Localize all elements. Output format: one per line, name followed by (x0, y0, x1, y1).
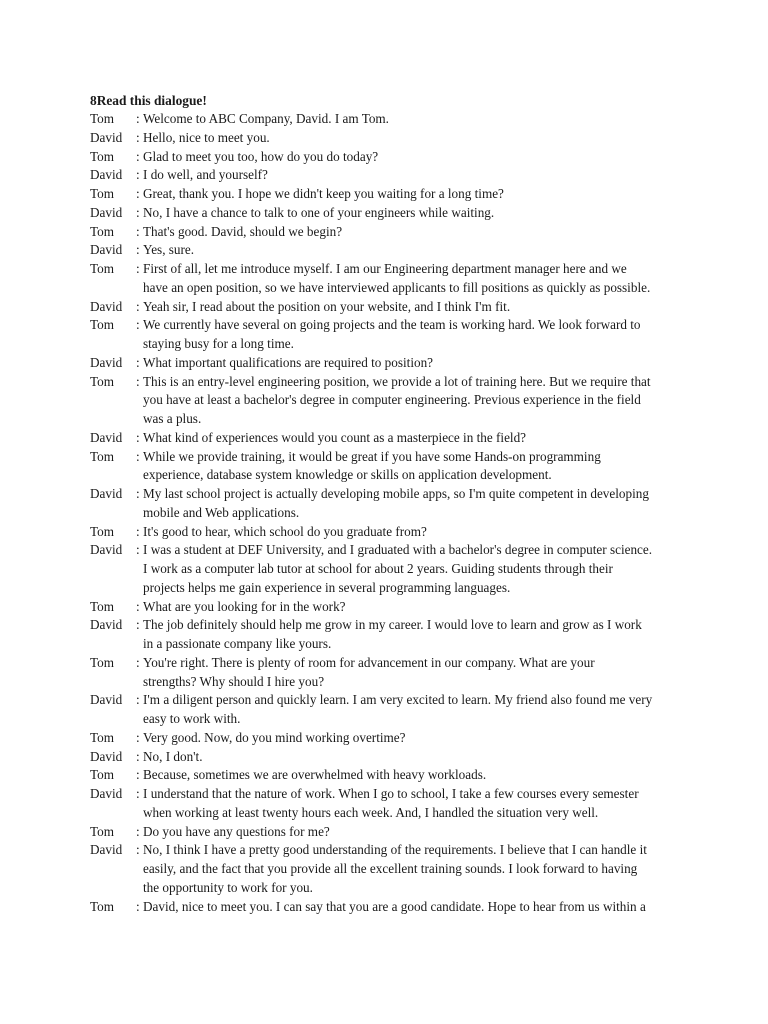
dialogue-text: projects helps me gain experience in several programming languages. (143, 579, 511, 595)
dialogue-text: My last school project is actually developing mobile apps, so I'm quite competent in developing (143, 486, 649, 501)
dialogue-line (90, 823, 690, 842)
dialogue-text: We currently have several on going projects and the team is working hard. We look forward to (143, 317, 641, 333)
dialogue-text: No, I have a chance to talk to one of your engineers while waiting. (143, 204, 495, 220)
dialogue-text: David, nice to meet you. I can say that you are a good candidate. Hope to hear from us within a (143, 898, 646, 914)
dialogue-line (90, 710, 690, 729)
speaker-name: Tom (90, 448, 114, 464)
dialogue-line (90, 110, 690, 129)
speaker-colon: : (136, 129, 140, 145)
dialogue-text: You're right. There is plenty of room for advancement in our company. What are your (143, 654, 595, 670)
dialogue-line (90, 148, 690, 167)
dialogue-text: Yeah sir, I read about the position on your website, and I think I'm fit. (143, 298, 511, 314)
speaker-name: Tom (90, 823, 114, 839)
dialogue-line (90, 616, 690, 635)
speaker-colon: : (136, 317, 140, 333)
dialogue-line (90, 429, 690, 448)
dialogue-text: Because, sometimes we are overwhelmed with heavy workloads. (143, 767, 487, 783)
dialogue-text: in a passionate company like yours. (143, 636, 332, 651)
speaker-colon: : (136, 767, 140, 783)
speaker-colon: : (136, 748, 140, 764)
dialogue-line (90, 485, 690, 504)
speaker-colon: : (136, 823, 140, 839)
dialogue-line (90, 223, 690, 242)
dialogue-text: Glad to meet you too, how do you do today? (143, 148, 379, 164)
speaker-colon: : (136, 186, 140, 201)
dialogue-text: I was a student at DEF University, and I graduated with a bachelor's degree in computer science. (143, 542, 653, 558)
dialogue-line (90, 185, 690, 204)
speaker-colon: : (136, 448, 140, 464)
speaker-name: Tom (90, 373, 114, 389)
dialogue-text: No, I think I have a pretty good understanding of the requirements. I believe that I can handle it (143, 842, 647, 858)
speaker-name: David (90, 486, 123, 501)
dialogue-line (90, 466, 690, 485)
speaker-name: David (90, 748, 123, 764)
dialogue-line (90, 129, 690, 148)
speaker-name: David (90, 842, 123, 858)
speaker-colon: : (136, 486, 140, 501)
speaker-colon: : (136, 373, 140, 389)
dialogue-line (90, 373, 690, 392)
dialogue-text: First of all, let me introduce myself. I am our Engineering department manager here and we (143, 261, 627, 276)
dialogue-text: That's good. David, should we begin? (143, 223, 343, 239)
dialogue-text: Hello, nice to meet you. (143, 129, 270, 145)
dialogue-line (90, 860, 690, 879)
dialogue-text: This is an entry-level engineering position, we provide a lot of training here. But we require that (143, 373, 651, 389)
speaker-colon: : (136, 261, 140, 276)
dialogue-line (90, 504, 690, 523)
speaker-colon: : (136, 842, 140, 858)
speaker-name: David (90, 204, 123, 220)
dialogue-text: While we provide training, it would be great if you have some Hands-on programming (143, 448, 601, 464)
speaker-name: Tom (90, 148, 114, 164)
dialogue-line (90, 354, 690, 373)
speaker-name: David (90, 617, 123, 633)
dialogue-line (90, 541, 690, 560)
dialogue-line (90, 204, 690, 223)
speaker-colon: : (136, 692, 140, 708)
speaker-colon: : (136, 617, 140, 633)
speaker-name: Tom (90, 598, 114, 614)
dialogue-line (90, 654, 690, 673)
dialogue-line (90, 785, 690, 804)
dialogue-line (90, 598, 690, 617)
dialogue-text: Welcome to ABC Company, David. I am Tom. (143, 111, 389, 126)
dialogue-line (90, 635, 690, 654)
speaker-name: David (90, 692, 123, 708)
dialogue-text: staying busy for a long time. (143, 336, 294, 351)
dialogue-text: Great, thank you. I hope we didn't keep you waiting for a long time? (143, 186, 504, 201)
speaker-colon: : (136, 167, 140, 183)
dialogue-text: Yes, sure. (143, 242, 195, 258)
dialogue-transcript (90, 110, 690, 916)
dialogue-line (90, 298, 690, 317)
speaker-colon: : (136, 523, 140, 539)
dialogue-line (90, 260, 690, 279)
speaker-name: Tom (90, 111, 114, 126)
speaker-name: David (90, 429, 123, 445)
dialogue-text: It's good to hear, which school do you graduate from? (143, 523, 427, 539)
dialogue-text: when working at least twenty hours each week. And, I handled the situation very well. (143, 804, 599, 820)
dialogue-line (90, 523, 690, 542)
speaker-name: Tom (90, 186, 114, 201)
speaker-name: Tom (90, 729, 114, 745)
dialogue-line (90, 448, 690, 467)
dialogue-line (90, 673, 690, 692)
speaker-colon: : (136, 654, 140, 670)
dialogue-line (90, 691, 690, 710)
dialogue-text: I'm a diligent person and quickly learn. I am very excited to learn. My friend also found me very (143, 692, 653, 708)
dialogue-line (90, 391, 690, 410)
dialogue-line (90, 316, 690, 335)
speaker-name: David (90, 786, 123, 801)
page-title: 8Read this dialogue! (90, 93, 207, 108)
speaker-colon: : (136, 111, 140, 126)
dialogue-line (90, 748, 690, 767)
speaker-colon: : (136, 242, 140, 258)
speaker-name: Tom (90, 317, 114, 333)
speaker-colon: : (136, 898, 140, 914)
dialogue-text: strengths? Why should I hire you? (143, 673, 325, 689)
speaker-colon: : (136, 598, 140, 614)
speaker-name: David (90, 242, 123, 258)
dialogue-text: What kind of experiences would you count as a masterpiece in the field? (143, 429, 527, 445)
speaker-name: Tom (90, 261, 114, 276)
dialogue-text: I work as a computer lab tutor at school for about 2 years. Guiding students through their (143, 561, 613, 576)
speaker-colon: : (136, 204, 140, 220)
speaker-name: Tom (90, 654, 114, 670)
dialogue-text: I do well, and yourself? (143, 167, 268, 183)
dialogue-text: What important qualifications are required to position? (143, 354, 434, 370)
speaker-name: David (90, 354, 123, 370)
dialogue-line (90, 335, 690, 354)
dialogue-text: you have at least a bachelor's degree in computer engineering. Previous experience in the field (143, 392, 641, 408)
dialogue-line (90, 560, 690, 579)
speaker-name: Tom (90, 223, 114, 239)
dialogue-text: the opportunity to work for you. (143, 879, 313, 895)
dialogue-line (90, 841, 690, 860)
dialogue-line (90, 766, 690, 785)
dialogue-text: Do you have any questions for me? (143, 823, 330, 839)
dialogue-text: Very good. Now, do you mind working overtime? (143, 729, 406, 745)
speaker-name: Tom (90, 767, 114, 783)
dialogue-line (90, 729, 690, 748)
dialogue-line (90, 879, 690, 898)
dialogue-line (90, 898, 690, 917)
speaker-colon: : (136, 354, 140, 370)
speaker-colon: : (136, 729, 140, 745)
dialogue-text: easily, and the fact that you provide all the excellent training sounds. I look forward to having (143, 861, 638, 876)
dialogue-line (90, 241, 690, 260)
speaker-name: David (90, 167, 123, 183)
dialogue-text: What are you looking for in the work? (143, 598, 346, 614)
speaker-name: Tom (90, 898, 114, 914)
speaker-name: David (90, 129, 123, 145)
speaker-colon: : (136, 429, 140, 445)
speaker-colon: : (136, 148, 140, 164)
dialogue-line (90, 166, 690, 185)
dialogue-text: No, I don't. (143, 748, 203, 764)
speaker-colon: : (136, 223, 140, 239)
dialogue-text: The job definitely should help me grow in my career. I would love to learn and grow as I work (143, 617, 642, 633)
speaker-name: David (90, 542, 123, 558)
dialogue-text: mobile and Web applications. (143, 504, 300, 520)
speaker-name: Tom (90, 523, 114, 539)
dialogue-line (90, 579, 690, 598)
dialogue-text: was a plus. (143, 411, 202, 426)
speaker-colon: : (136, 542, 140, 558)
speaker-colon: : (136, 786, 140, 801)
dialogue-line (90, 279, 690, 298)
speaker-colon: : (136, 298, 140, 314)
speaker-name: David (90, 298, 123, 314)
dialogue-line (90, 410, 690, 429)
dialogue-text: have an open position, so we have interviewed applicants to fill positions as quickly as possible. (143, 279, 651, 295)
dialogue-text: easy to work with. (143, 711, 241, 726)
dialogue-text: I understand that the nature of work. When I go to school, I take a few courses every semester (143, 786, 639, 801)
dialogue-line (90, 804, 690, 823)
dialogue-text: experience, database system knowledge or skills on application development. (143, 467, 552, 483)
